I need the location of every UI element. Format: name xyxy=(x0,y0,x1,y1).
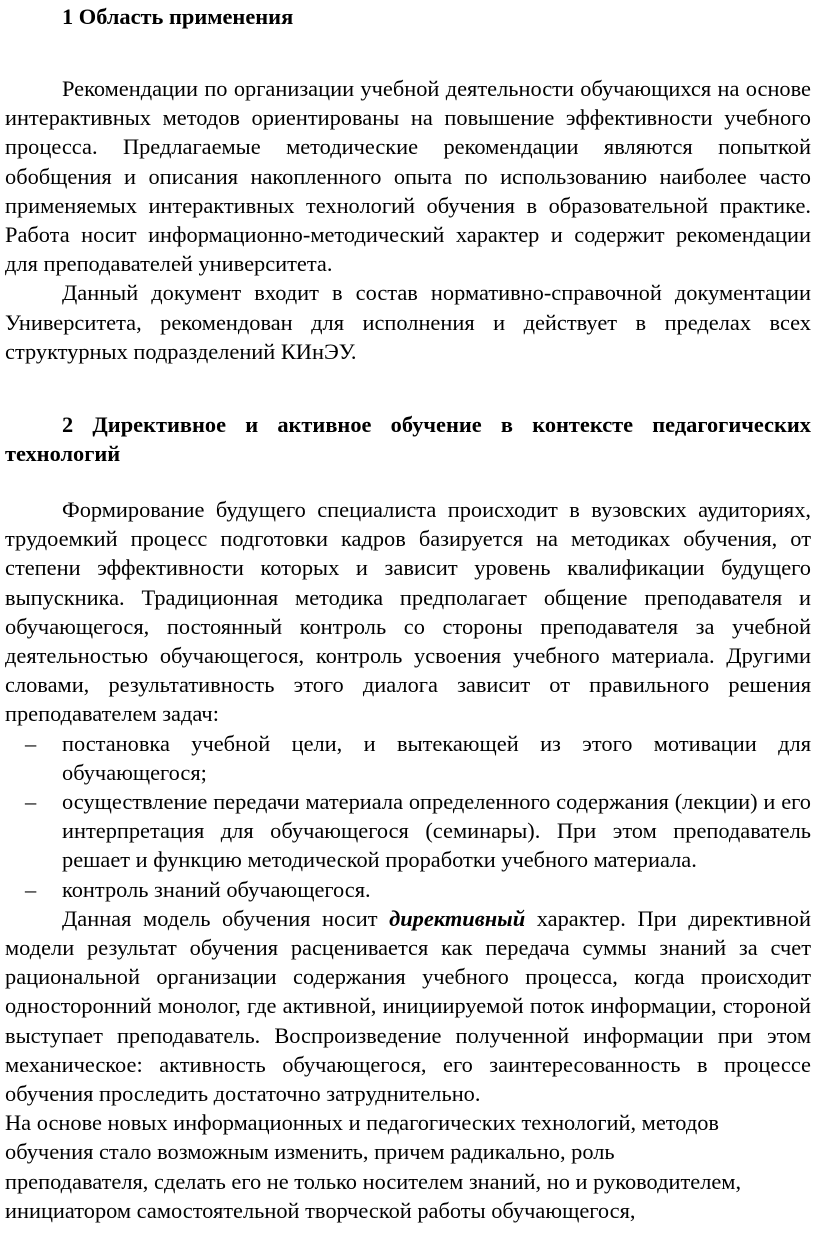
paragraph-text-start: Данная модель обучения носит xyxy=(62,905,390,931)
paragraph-text-end: характер. При директивной модели результат обучения расценивается как передача суммы знаний за счет рациональной организации содержания учебного процесса, когда происходит односторонний монолог, где активной, инициируемой поток информации, стороной выступает преподаватель. Воспроизведение полученной информации при этом механическое: активность обучающегося, его заинтересованность в процессе обучения проследить достаточно затруднительно. xyxy=(5,905,811,1107)
section-2-body xyxy=(5,495,811,1225)
dash-bullet-icon: – xyxy=(25,730,37,756)
section-2-paragraph-1: Формирование будущего специалиста происходит в вузовских аудиториях, трудоемкий процесс подготовки кадров базируется на методиках обучения, от степени эффективности которых и зависит уровень квалификации будущего выпускника. Традиционная методика предполагает общение преподавателя и обучающегося, постоянный контроль со стороны преподавателя за учебной деятельностью обучающегося, контроль усвоения учебного материала. Другими словами, результативность этого диалога зависит от правильного решения преподавателем задач: xyxy=(5,497,811,727)
list-item xyxy=(5,787,811,875)
section-1-heading: 1 Область применения xyxy=(62,4,294,29)
section-2-paragraph-2 xyxy=(5,904,811,1108)
dash-bullet-icon: – xyxy=(25,876,37,902)
section-1-paragraph-2: Данный документ входит в состав нормативно-справочной документации Университета, рекомендован для исполнения и действует в пределах всех структурных подразделений КИнЭУ. xyxy=(5,280,811,364)
paragraph-line: На основе новых информационных и педагогических технологий, методов xyxy=(5,1110,719,1136)
section-2-heading: 2 Директивное и активное обучение в контексте педагогических технологий xyxy=(5,412,811,467)
paragraph-line: преподавателя, сделать его не только носителем знаний, но и руководителем, xyxy=(5,1168,742,1194)
emphasis-directive: директивный xyxy=(389,905,526,931)
section-2-paragraph-3 xyxy=(5,1108,811,1225)
list-item-text: осуществление передачи материала определенного содержания (лекции) и его интерпретация для обучающегося (семинары). При этом преподаватель решает и функцию методической проработки учебного материала. xyxy=(62,789,811,873)
dash-bullet-icon: – xyxy=(25,789,37,815)
task-list xyxy=(5,729,811,904)
list-item-text: контроль знаний обучающегося. xyxy=(62,876,371,902)
paragraph-line: обучения стало возможным изменить, причем радикально, роль xyxy=(5,1139,615,1165)
paragraph-line: инициатором самостоятельной творческой работы обучающегося, xyxy=(5,1197,636,1223)
section-1-body xyxy=(5,74,811,366)
list-item xyxy=(5,729,811,787)
list-item-text: постановка учебной цели, и вытекающей из этого мотивации для обучающегося; xyxy=(62,730,811,785)
section-1-paragraph-1: Рекомендации по организации учебной деятельности обучающихся на основе интерактивных методов ориентированы на повышение эффективности учебного процесса. Предлагаемые методические рекомендации являются попыткой обобщения и описания накопленного опыта по использованию наиболее часто применяемых интерактивных технологий обучения в образовательной практике. Работа носит информационно-методический характер и содержит рекомендации для преподавателей университета. xyxy=(5,76,811,277)
list-item xyxy=(5,875,811,904)
